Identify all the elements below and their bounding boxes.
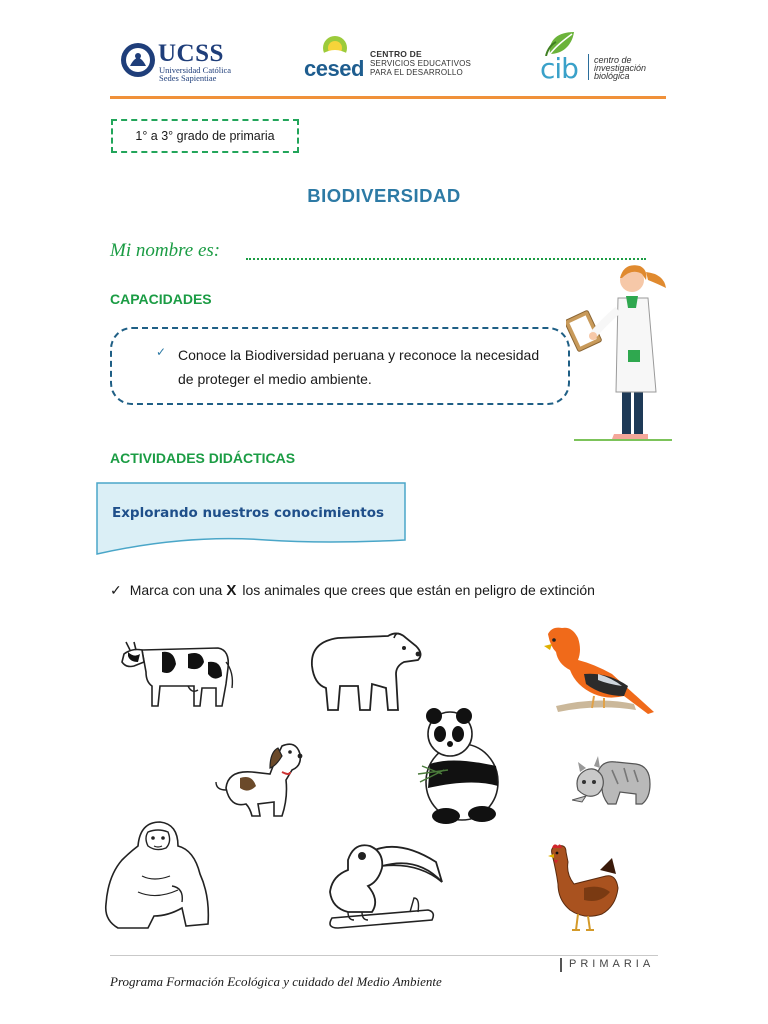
instruction-before: Marca con una — [129, 582, 223, 598]
dog-image[interactable] — [212, 738, 306, 820]
cesed-line3: PARA EL DESARROLLO — [370, 68, 463, 77]
footer-program: Programa Formación Ecológica y cuidado del Medio Ambiente — [110, 974, 442, 989]
ucss-line2: Sedes Sapientiae — [159, 73, 217, 83]
page-title: BIODIVERSIDAD — [307, 185, 461, 206]
check-icon: ✓ — [110, 582, 122, 598]
name-field[interactable] — [246, 240, 646, 260]
scientist-illustration — [566, 258, 676, 446]
hen-image[interactable] — [544, 844, 620, 934]
grade-box — [111, 119, 299, 153]
header-divider — [110, 96, 666, 99]
toucan-image[interactable] — [318, 832, 446, 932]
grade-text: 1° a 3° grado de primaria — [135, 129, 275, 143]
instruction — [110, 582, 595, 599]
cesed-name: cesed — [304, 56, 364, 81]
cesed-line1: CENTRO DE — [370, 49, 422, 59]
check-icon: ✓ — [156, 345, 167, 359]
panda-image[interactable] — [412, 704, 510, 828]
cesed-logo — [304, 34, 474, 82]
capacidades-heading: CAPACIDADES — [110, 291, 212, 307]
andean-cock-of-the-rock-image[interactable] — [538, 624, 660, 718]
cow-image[interactable] — [118, 632, 236, 712]
cib-line3: biológica — [594, 71, 630, 81]
cib-line2: investigación — [594, 63, 647, 73]
instruction-after: los animales que crees que están en peligro de extinción — [242, 582, 595, 598]
cib-name: cib — [540, 52, 578, 85]
cib-line1: centro de — [594, 55, 632, 65]
footer-bar — [560, 958, 562, 972]
ucss-logo — [120, 40, 230, 82]
cesed-line2: SERVICIOS EDUCATIVOS — [370, 59, 472, 68]
footer-tag: PRIMARIA — [569, 958, 655, 970]
kitten-image[interactable] — [572, 742, 656, 810]
actividades-heading: ACTIVIDADES DIDÁCTICAS — [110, 450, 296, 466]
explorando-banner — [96, 482, 406, 556]
ucss-seal-icon — [120, 42, 156, 78]
footer-divider — [110, 955, 658, 956]
instruction-mark: X — [226, 582, 237, 599]
gorilla-image[interactable] — [98, 816, 220, 934]
name-label: Mi nombre es: — [110, 240, 221, 261]
ucss-name: UCSS — [158, 40, 224, 67]
polar-bear-image[interactable] — [300, 626, 426, 716]
cib-divider — [588, 54, 589, 80]
capacidad-item: Conoce la Biodiversidad peruana y reconoce la necesidad de proteger el medio ambiente. — [178, 347, 540, 387]
cib-logo — [540, 30, 670, 84]
ucss-line1: Universidad Católica — [159, 65, 231, 75]
banner-text: Explorando nuestros conocimientos — [112, 505, 385, 521]
